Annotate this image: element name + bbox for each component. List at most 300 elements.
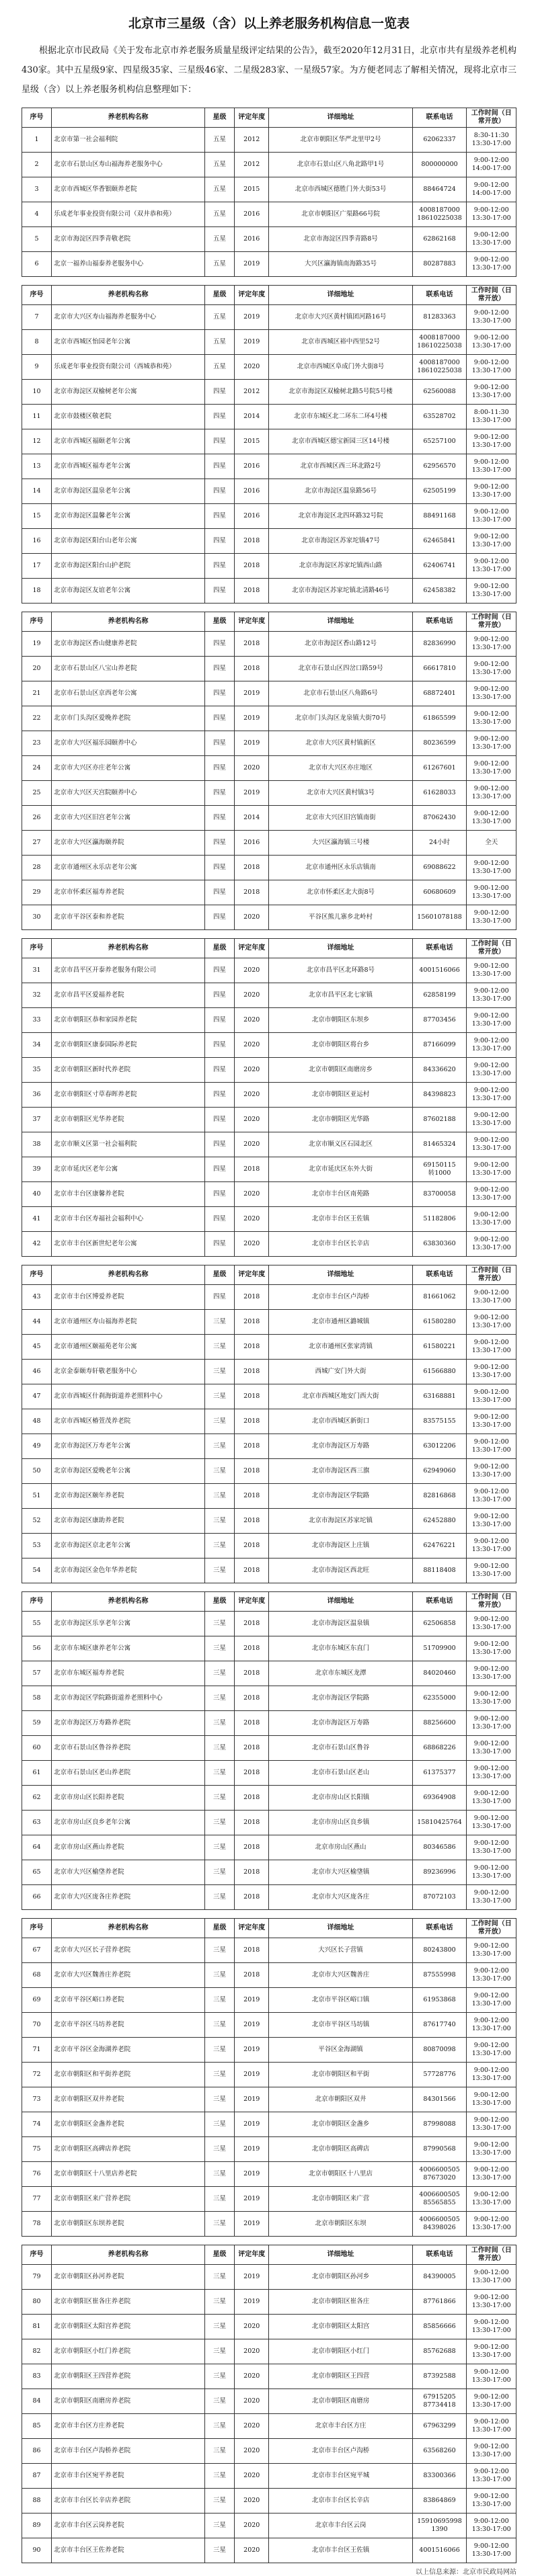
facility-name: 北京市石景山区八宝山养老院 [52, 657, 205, 681]
row-number: 58 [22, 1686, 52, 1711]
table-row [22, 529, 516, 554]
table-row [22, 2364, 516, 2389]
address: 北京市朝阳区和平街 [269, 2063, 412, 2087]
phone: 87062430 [412, 806, 467, 831]
facility-name: 北京市丰台区博爱养老院 [52, 1285, 205, 1310]
star-rating: 三星 [204, 2187, 234, 2212]
facility-name: 北京市朝阳区小红门养老院 [52, 2339, 205, 2364]
star-rating: 三星 [204, 1938, 234, 1963]
column-header: 星级 [204, 939, 234, 958]
column-header: 星级 [204, 2245, 234, 2265]
table-row [22, 880, 516, 905]
phone: 57728776 [412, 2063, 467, 2087]
table-row [22, 355, 516, 380]
row-number: 14 [22, 479, 52, 504]
hours: 9:00-12:00 13:30-17:00 [467, 579, 516, 604]
star-rating: 三星 [204, 1686, 234, 1711]
table-row [22, 479, 516, 504]
table-row [22, 2414, 516, 2439]
rating-year: 2020 [235, 1008, 269, 1033]
facility-name: 北京市朝阳区光华养老院 [52, 1108, 205, 1132]
address: 北京市朝阳区崔各庄 [269, 2290, 412, 2315]
phone: 87761866 [412, 2290, 467, 2315]
star-rating: 三星 [204, 1885, 234, 1910]
facility-name: 北京市大兴区长子营养老院 [52, 1938, 205, 1963]
address: 北京市西城区德宝新园三区14号楼 [269, 429, 412, 454]
row-number: 17 [22, 554, 52, 579]
phone: 80287883 [412, 252, 467, 277]
facility-name: 北京市房山区长阳养老院 [52, 1786, 205, 1811]
table-header-row [22, 2245, 516, 2265]
star-rating: 三星 [204, 2038, 234, 2063]
hours: 9:00-12:00 13:30-17:00 [467, 504, 516, 529]
star-rating: 四星 [204, 905, 234, 930]
row-number: 9 [22, 355, 52, 380]
facility-name: 北京市朝阳区新时代养老院 [52, 1058, 205, 1083]
phone: 89236996 [412, 1860, 467, 1885]
star-rating: 三星 [204, 1360, 234, 1384]
rating-year: 2018 [235, 579, 269, 604]
rating-year: 2018 [235, 1835, 269, 1860]
row-number: 38 [22, 1132, 52, 1157]
address: 北京市丰台区方庄 [269, 2414, 412, 2439]
table-row [22, 1534, 516, 1559]
document-title: 北京市三星级（含）以上养老服务机构信息一览表 [128, 17, 410, 31]
row-number: 31 [22, 958, 52, 983]
row-number: 68 [22, 1963, 52, 1988]
phone: 69088622 [412, 856, 467, 880]
table-row [22, 202, 516, 227]
address: 北京市朝阳区小红门 [269, 2339, 412, 2364]
hours: 9:00-12:00 13:30-17:00 [467, 806, 516, 831]
phone: 4006600505 87673020 [412, 2162, 467, 2187]
table-row [22, 2013, 516, 2038]
row-number: 85 [22, 2414, 52, 2439]
star-rating: 三星 [204, 1612, 234, 1636]
hours: 9:00-12:00 13:30-17:00 [467, 1711, 516, 1736]
table-row [22, 1612, 516, 1636]
rating-year: 2012 [235, 153, 269, 177]
table-row [22, 554, 516, 579]
star-rating: 三星 [204, 1661, 234, 1686]
star-rating: 四星 [204, 756, 234, 781]
star-rating: 四星 [204, 529, 234, 554]
rating-year: 2018 [235, 1285, 269, 1310]
address: 北京市石景山区四岔口路59号 [269, 657, 412, 681]
star-rating: 三星 [204, 1963, 234, 1988]
facility-name: 北京市朝阳区崔各庄养老院 [52, 2290, 205, 2315]
table-row [22, 405, 516, 429]
address: 北京市昌平区北环路8号 [269, 958, 412, 983]
column-header: 星级 [204, 108, 234, 128]
rating-year: 2019 [235, 731, 269, 756]
row-number: 78 [22, 2212, 52, 2237]
table-row [22, 1285, 516, 1310]
hours: 9:00-12:00 13:30-17:00 [467, 1612, 516, 1636]
phone: 61566880 [412, 1360, 467, 1384]
rating-year: 2019 [235, 1988, 269, 2013]
rating-year: 2018 [235, 880, 269, 905]
facility-name: 北京市朝阳区和平街养老院 [52, 2063, 205, 2087]
rating-year: 2018 [235, 554, 269, 579]
facility-name: 北京市海淀区康助养老院 [52, 1509, 205, 1534]
facility-name: 北京市延庆区老年公寓 [52, 1157, 205, 1182]
facility-name: 北京市昌平区爱福养老院 [52, 983, 205, 1008]
hours: 9:00-12:00 13:30-17:00 [467, 2290, 516, 2315]
star-rating: 四星 [204, 454, 234, 479]
row-number: 6 [22, 252, 52, 277]
phone: 62956570 [412, 454, 467, 479]
address: 北京市海淀区万寿路 [269, 1711, 412, 1736]
row-number: 46 [22, 1360, 52, 1384]
hours: 9:00-12:00 13:30-17:00 [467, 1360, 516, 1384]
star-rating: 三星 [204, 2162, 234, 2187]
table-row [22, 1335, 516, 1360]
facility-name: 北京市海淀区友谊老年公寓 [52, 579, 205, 604]
star-rating: 四星 [204, 632, 234, 657]
hours: 9:00-12:00 13:30-17:00 [467, 880, 516, 905]
hours: 9:00-12:00 13:30-17:00 [467, 1509, 516, 1534]
hours: 9:00-12:00 13:30-17:00 [467, 429, 516, 454]
rating-year: 2015 [235, 177, 269, 202]
address: 北京市平谷区峪口镇 [269, 1988, 412, 2013]
address: 北京市朝阳区光华路 [269, 1108, 412, 1132]
phone: 88464724 [412, 177, 467, 202]
star-rating: 四星 [204, 681, 234, 706]
facility-name: 北京市海淀区温馨老年公寓 [52, 504, 205, 529]
facility-name: 北京市丰台区康馨养老院 [52, 1182, 205, 1207]
table-row [22, 1786, 516, 1811]
phone: 87392588 [412, 2364, 467, 2389]
phone: 80243800 [412, 1938, 467, 1963]
column-header: 养老机构名称 [52, 1919, 205, 1938]
address: 北京市石景山区八角路6号 [269, 681, 412, 706]
facility-name: 北京市海淀区四季青敬老院 [52, 227, 205, 252]
rating-year: 2019 [235, 2063, 269, 2087]
table-row [22, 706, 516, 731]
phone: 62355000 [412, 1686, 467, 1711]
hours: 9:00-12:00 13:30-17:00 [467, 2489, 516, 2513]
table-row [22, 856, 516, 880]
table-row [22, 2513, 516, 2538]
address: 北京市丰台区长辛店 [269, 2489, 412, 2513]
hours: 9:00-12:00 13:30-17:00 [467, 1232, 516, 1257]
row-number: 90 [22, 2538, 52, 2563]
table-row [22, 1885, 516, 1910]
address: 北京市房山区长阳镇 [269, 1786, 412, 1811]
rating-year: 2020 [235, 1132, 269, 1157]
row-number: 5 [22, 227, 52, 252]
rating-year: 2018 [235, 1459, 269, 1484]
address: 北京市海淀区温泉镇 [269, 1612, 412, 1636]
phone: 63568260 [412, 2439, 467, 2464]
address: 北京市大兴区榆垡镇 [269, 1860, 412, 1885]
address: 北京市朝阳区东坝乡 [269, 1008, 412, 1033]
row-number: 11 [22, 405, 52, 429]
facility-name: 北京市西城区怡园老年公寓 [52, 330, 205, 355]
facility-name: 北京市丰台区长辛店养老院 [52, 2489, 205, 2513]
address: 北京市西城区德胜门外大街53号 [269, 177, 412, 202]
table-row [22, 2464, 516, 2489]
hours: 9:00-12:00 13:30-17:00 [467, 479, 516, 504]
star-rating: 四星 [204, 1132, 234, 1157]
row-number: 48 [22, 1409, 52, 1434]
row-number: 63 [22, 1811, 52, 1835]
row-number: 28 [22, 856, 52, 880]
facility-name: 北京市朝阳区王四营养老院 [52, 2364, 205, 2389]
facility-name: 北京市大兴区福乐园颐养中心 [52, 731, 205, 756]
address: 北京市海淀区学院路 [269, 1484, 412, 1509]
table-row [22, 330, 516, 355]
rating-year: 2019 [235, 2013, 269, 2038]
row-number: 45 [22, 1335, 52, 1360]
table-row [22, 1008, 516, 1033]
row-number: 41 [22, 1207, 52, 1232]
column-header: 评定年度 [235, 612, 269, 632]
table-row [22, 1938, 516, 1963]
table-row [22, 806, 516, 831]
phone: 61580221 [412, 1335, 467, 1360]
address: 北京市平谷区马坊镇 [269, 2013, 412, 2038]
address: 大兴区瀛海镇南海路35号 [269, 252, 412, 277]
star-rating: 三星 [204, 1310, 234, 1335]
address: 北京市朝阳区南磨房乡 [269, 1058, 412, 1083]
table-row [22, 2538, 516, 2563]
star-rating: 四星 [204, 554, 234, 579]
table-row [22, 2212, 516, 2237]
facility-name: 北京市海淀区万寿老年公寓 [52, 1434, 205, 1459]
rating-year: 2015 [235, 429, 269, 454]
column-header: 详细地址 [269, 1592, 412, 1612]
hours: 9:00-12:00 13:30-17:00 [467, 1484, 516, 1509]
rating-year: 2018 [235, 1434, 269, 1459]
address: 北京市朝阳区王四营 [269, 2364, 412, 2389]
hours: 9:00-12:00 13:30-17:00 [467, 2063, 516, 2087]
row-number: 75 [22, 2137, 52, 2162]
phone: 88118408 [412, 1559, 467, 1583]
facility-name: 北京市门头沟区爱晚养老院 [52, 706, 205, 731]
facility-name: 北京市海淀区阳台山老年公寓 [52, 529, 205, 554]
address: 北京市丰台区云岗 [269, 2513, 412, 2538]
row-number: 18 [22, 579, 52, 604]
row-number: 2 [22, 153, 52, 177]
column-header: 工作时间（日常开放） [467, 286, 516, 305]
facility-name: 北京市东城区康养老年公寓 [52, 1636, 205, 1661]
table-row [22, 1083, 516, 1108]
facility-name: 北京市海淀区双榆树老年公寓 [52, 380, 205, 405]
phone: 4006600505 84398026 [412, 2212, 467, 2237]
column-header: 评定年度 [235, 939, 269, 958]
column-header: 联系电话 [412, 1592, 467, 1612]
facility-name: 北京市通州区永乐店老年公寓 [52, 856, 205, 880]
phone: 87703456 [412, 1008, 467, 1033]
star-rating: 三星 [204, 2364, 234, 2389]
facility-name: 北京市海淀区香山健康养老院 [52, 632, 205, 657]
column-header: 序号 [22, 1919, 52, 1938]
phone: 61580280 [412, 1310, 467, 1335]
address: 北京市海淀区苏家坨镇西山路 [269, 554, 412, 579]
hours: 9:00-12:00 13:30-17:00 [467, 2265, 516, 2290]
hours: 9:00-12:00 13:30-17:00 [467, 2162, 516, 2187]
hours: 9:00-12:00 13:30-17:00 [467, 355, 516, 380]
row-number: 87 [22, 2464, 52, 2489]
star-rating: 三星 [204, 2464, 234, 2489]
table-row [22, 454, 516, 479]
facility-name: 北京市怀柔区福寿养老院 [52, 880, 205, 905]
address: 北京市海淀区苏家坨镇47号 [269, 529, 412, 554]
star-rating: 三星 [204, 1786, 234, 1811]
rating-year: 2016 [235, 831, 269, 856]
phone: 84390005 [412, 2265, 467, 2290]
table-row [22, 1108, 516, 1132]
facility-name: 北京市大兴区亦庄老年公寓 [52, 756, 205, 781]
star-rating: 四星 [204, 1033, 234, 1058]
hours: 9:00-12:00 13:30-17:00 [467, 706, 516, 731]
address: 北京市西城区裕中西里52号 [269, 330, 412, 355]
table-row [22, 1559, 516, 1583]
table-row [22, 2162, 516, 2187]
column-header: 序号 [22, 1265, 52, 1285]
address: 北京市通州区潞城镇 [269, 1310, 412, 1335]
phone: 68872401 [412, 681, 467, 706]
hours: 9:00-12:00 13:30-17:00 [467, 2538, 516, 2563]
column-header: 工作时间（日常开放） [467, 1592, 516, 1612]
rating-year: 2018 [235, 632, 269, 657]
row-number: 54 [22, 1559, 52, 1583]
hours: 9:00-12:00 13:30-17:00 [467, 2364, 516, 2389]
address: 北京市大兴区魏善庄 [269, 1963, 412, 1988]
table-row [22, 579, 516, 604]
column-header: 评定年度 [235, 1919, 269, 1938]
hours: 9:00-12:00 13:30-17:00 [467, 2439, 516, 2464]
address: 北京市东城区东直门 [269, 1636, 412, 1661]
row-number: 82 [22, 2339, 52, 2364]
rating-year: 2019 [235, 2087, 269, 2112]
column-header: 养老机构名称 [52, 1265, 205, 1285]
hours: 9:00-12:00 13:30-17:00 [467, 2315, 516, 2339]
star-rating: 四星 [204, 479, 234, 504]
address: 北京市海淀区上庄镇 [269, 1534, 412, 1559]
hours: 9:00-12:00 13:30-17:00 [467, 958, 516, 983]
row-number: 57 [22, 1661, 52, 1686]
row-number: 24 [22, 756, 52, 781]
address: 北京市朝阳区十八里店 [269, 2162, 412, 2187]
address: 北京市朝阳区将台乡 [269, 1033, 412, 1058]
table-row [22, 1459, 516, 1484]
star-rating: 三星 [204, 1434, 234, 1459]
rating-year: 2018 [235, 1360, 269, 1384]
facility-name: 北京市西城区什刹海街道养老照料中心 [52, 1384, 205, 1409]
rating-year: 2019 [235, 681, 269, 706]
row-number: 66 [22, 1885, 52, 1910]
star-rating: 四星 [204, 429, 234, 454]
address: 北京市东城区北二环东二环4号楼 [269, 405, 412, 429]
phone: 84020460 [412, 1661, 467, 1686]
row-number: 40 [22, 1182, 52, 1207]
star-rating: 四星 [204, 958, 234, 983]
rating-year: 2020 [235, 756, 269, 781]
hours: 9:00-12:00 13:30-17:00 [467, 2013, 516, 2038]
rating-year: 2014 [235, 405, 269, 429]
row-number: 25 [22, 781, 52, 806]
table-row [22, 1761, 516, 1786]
row-number: 29 [22, 880, 52, 905]
rating-year: 2020 [235, 958, 269, 983]
phone: 15910695998 1390 [412, 2513, 467, 2538]
hours: 9:00-12:00 13:30-17:00 [467, 856, 516, 880]
star-rating: 四星 [204, 781, 234, 806]
phone: 84336620 [412, 1058, 467, 1083]
phone: 61865599 [412, 706, 467, 731]
row-number: 76 [22, 2162, 52, 2187]
column-header: 工作时间（日常开放） [467, 939, 516, 958]
rating-year: 2019 [235, 2212, 269, 2237]
column-header: 星级 [204, 1919, 234, 1938]
hours: 9:00-12:00 13:30-17:00 [467, 731, 516, 756]
hours: 9:00-12:00 13:30-17:00 [467, 1860, 516, 1885]
phone: 87617740 [412, 2013, 467, 2038]
phone: 65257100 [412, 429, 467, 454]
facility-name: 北京市朝阳区恭和家园养老院 [52, 1008, 205, 1033]
facility-name: 北京市朝阳区康泰国际养老院 [52, 1033, 205, 1058]
star-rating: 四星 [204, 856, 234, 880]
rating-year: 2019 [235, 2137, 269, 2162]
hours: 9:00-12:00 13:30-17:00 [467, 1207, 516, 1232]
row-number: 36 [22, 1083, 52, 1108]
table-row [22, 1711, 516, 1736]
star-rating: 三星 [204, 1509, 234, 1534]
phone: 87990568 [412, 2137, 467, 2162]
star-rating: 四星 [204, 706, 234, 731]
rating-year: 2016 [235, 479, 269, 504]
table-row [22, 2439, 516, 2464]
column-header: 联系电话 [412, 939, 467, 958]
column-header: 工作时间（日常开放） [467, 108, 516, 128]
table-row [22, 905, 516, 930]
phone: 4001516066 [412, 958, 467, 983]
rating-year: 2018 [235, 1484, 269, 1509]
star-rating: 三星 [204, 1860, 234, 1885]
phone: 62062337 [412, 128, 467, 153]
facility-name: 北京市丰台区宛平养老院 [52, 2464, 205, 2489]
facility-name: 北京市朝阳区来广营养老院 [52, 2187, 205, 2212]
phone: 87166099 [412, 1033, 467, 1058]
phone: 15810425764 [412, 1811, 467, 1835]
row-number: 83 [22, 2364, 52, 2389]
row-number: 74 [22, 2112, 52, 2137]
row-number: 27 [22, 831, 52, 856]
hours: 9:00-12:00 13:30-17:00 [467, 1559, 516, 1583]
facility-name: 北京市西城区椿萱茂养老院 [52, 1409, 205, 1434]
rating-year: 2020 [235, 355, 269, 380]
hours: 9:00-12:00 13:30-17:00 [467, 1686, 516, 1711]
address: 北京市丰台区卢沟桥 [269, 1285, 412, 1310]
phone: 83575155 [412, 1409, 467, 1434]
address: 北京市通州区张家湾镇 [269, 1335, 412, 1360]
facility-name: 北京市大兴区榆垡养老院 [52, 1860, 205, 1885]
star-rating: 三星 [204, 2063, 234, 2087]
phone: 87555998 [412, 1963, 467, 1988]
star-rating: 四星 [204, 983, 234, 1008]
column-header: 评定年度 [235, 286, 269, 305]
row-number: 21 [22, 681, 52, 706]
column-header: 养老机构名称 [52, 2245, 205, 2265]
phone: 69364908 [412, 1786, 467, 1811]
rating-year: 2016 [235, 202, 269, 227]
row-number: 71 [22, 2038, 52, 2063]
table-row [22, 1384, 516, 1409]
row-number: 44 [22, 1310, 52, 1335]
